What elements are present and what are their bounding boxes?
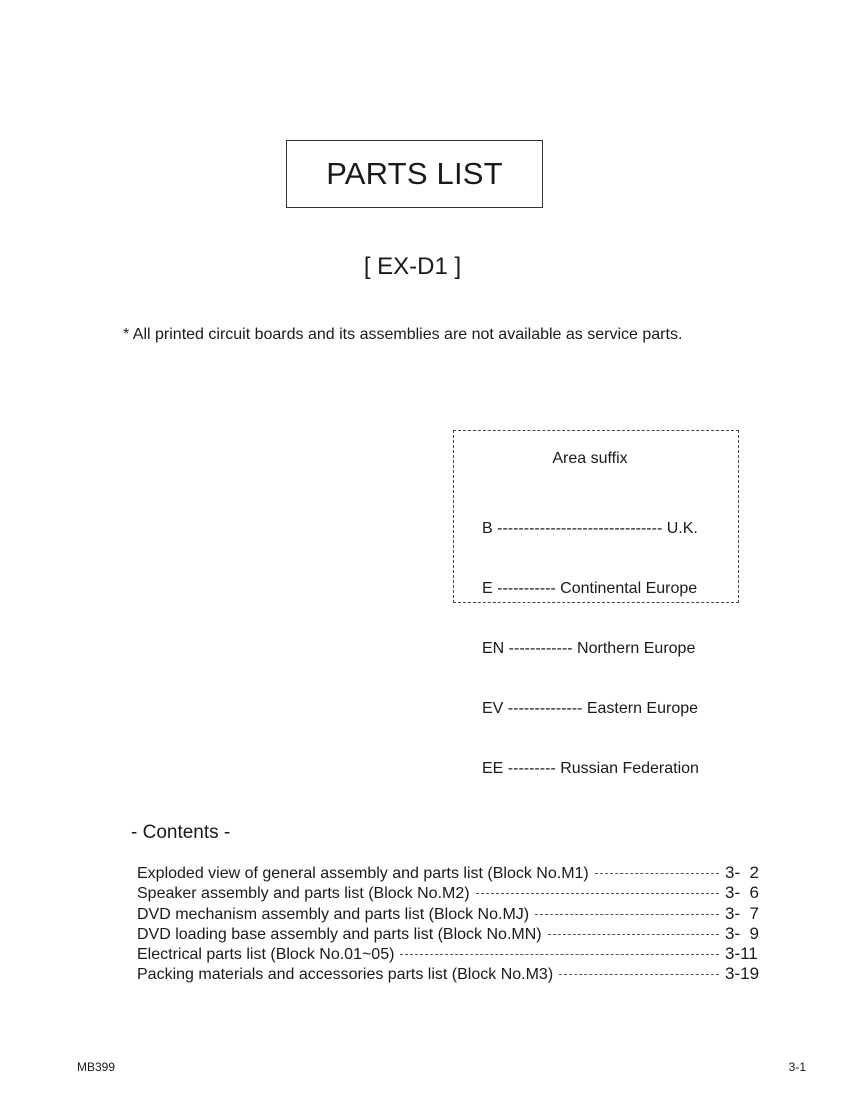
document-code: MB399 <box>77 1060 116 1074</box>
toc-entry[interactable] <box>137 964 761 984</box>
toc-entry-page: 3- 9 <box>725 923 760 943</box>
area-suffix-line: E ----------- Continental Europe <box>482 580 698 597</box>
toc-leader <box>559 974 719 975</box>
toc-entry[interactable] <box>137 863 761 883</box>
toc-leader <box>595 873 719 874</box>
area-suffix-line: EN ------------ Northern Europe <box>482 640 696 657</box>
area-suffix-line: EV -------------- Eastern Europe <box>482 700 699 717</box>
toc-entry-page: 3-19 <box>725 964 760 984</box>
toc-leader <box>535 914 719 915</box>
toc-entry-page: 3-11 <box>725 944 758 964</box>
toc-leader <box>476 893 719 894</box>
table-of-contents <box>137 863 761 985</box>
page-title: PARTS LIST <box>286 140 543 208</box>
area-suffix-box <box>453 430 739 777</box>
toc-entry[interactable] <box>137 924 761 944</box>
toc-entry-label: Electrical parts list (Block No.01~05) <box>137 946 395 964</box>
contents-heading: - Contents - <box>131 822 231 843</box>
area-suffix-line: EE --------- Russian Federation <box>482 760 699 777</box>
toc-entry[interactable] <box>137 883 761 903</box>
page-number: 3-1 <box>788 1060 806 1074</box>
toc-entry-page: 3- 6 <box>725 883 760 903</box>
toc-entry-page: 3- 2 <box>725 863 760 882</box>
service-note: * All printed circuit boards and its assemblies are not available as service parts. <box>123 326 683 343</box>
area-suffix-list <box>482 479 699 819</box>
area-suffix-title: Area suffix <box>552 450 628 467</box>
toc-entry-label: Exploded view of general assembly and parts list (Block No.M1) <box>137 865 589 882</box>
area-suffix-line: B ------------------------------- U.K. <box>482 520 698 537</box>
toc-entry-page: 3- 7 <box>725 903 760 923</box>
toc-entry-label: DVD mechanism assembly and parts list (Block No.MJ) <box>137 905 530 923</box>
toc-entry[interactable] <box>137 944 761 964</box>
toc-entry-label: Speaker assembly and parts list (Block No.M2) <box>137 885 470 903</box>
toc-entry[interactable] <box>137 904 761 924</box>
toc-entry-label: Packing materials and accessories parts list (Block No.M3) <box>137 966 554 984</box>
model-name: [ EX-D1 ] <box>363 253 462 280</box>
toc-leader <box>548 934 719 935</box>
toc-entry-label: DVD loading base assembly and parts list (Block No.MN) <box>137 925 542 943</box>
toc-leader <box>400 954 719 955</box>
